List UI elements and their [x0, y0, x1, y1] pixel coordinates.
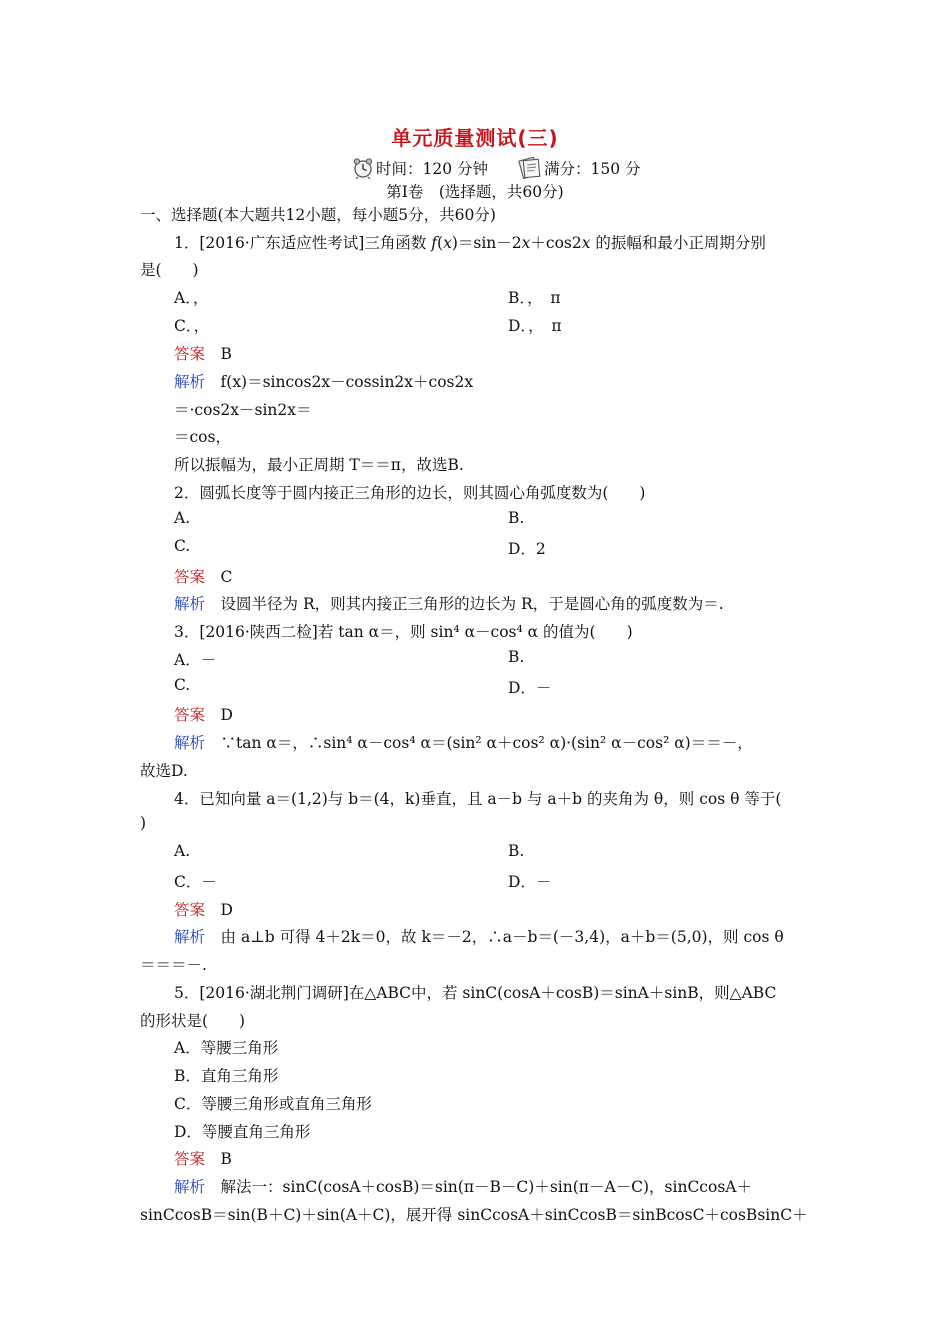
question-5-option-b: B．直角三角形: [174, 1067, 279, 1085]
answer-value: B: [220, 1150, 232, 1168]
question-2-option-b: B.: [508, 509, 525, 527]
answer-value: C: [220, 568, 233, 586]
exam-meta: [0, 157, 950, 181]
question-4-option-d: D．－: [508, 873, 552, 891]
answer-value: D: [220, 706, 233, 724]
score-info: [518, 157, 641, 179]
question-1-stem-cont: 是( ): [140, 261, 199, 279]
question-4-option-a: A.: [174, 842, 191, 860]
question-3-option-d: D．－: [508, 679, 552, 697]
question-1-stem: 1．[2016·广东适应性考试]三角函数 f(x)＝sin－2x＋cos2x 的振幅和最小正周期分别: [174, 234, 766, 252]
question-4-answer: [174, 898, 233, 920]
question-1-option-b: B．， π: [508, 289, 561, 307]
question-2-option-d: D．2: [508, 540, 546, 558]
question-1-solution-line-3: ＝cos，: [174, 428, 231, 446]
page-title: 单元质量测试(三): [391, 126, 559, 150]
answer-label: 答案: [174, 1150, 206, 1168]
exam-paper-icon: [518, 157, 542, 179]
question-4-option-b: B.: [508, 842, 525, 860]
question-1-solution-line-2: ＝·cos2x－sin2x＝: [174, 401, 312, 419]
question-1-analysis: 解析 f(x)＝sincos2x－cossin2x＋cos2x: [174, 373, 474, 391]
analysis-label: 解析: [174, 734, 206, 752]
time-info: [352, 157, 488, 179]
question-1-solution-line-4: 所以振幅为，最小正周期 T＝＝π，故选B.: [174, 456, 464, 474]
part-heading: 一、选择题(本大题共12小题，每小题5分，共60分): [140, 206, 496, 224]
analysis-label: 解析: [174, 1178, 206, 1196]
time-label: 时间：120 分钟: [376, 160, 489, 178]
analysis-label: 解析: [174, 373, 206, 391]
question-1-answer: [174, 342, 232, 364]
question-3-stem: 3．[2016·陕西二检]若 tan α＝，则 sin⁴ α－cos⁴ α 的值为( ): [174, 623, 633, 641]
clock-icon: [352, 157, 374, 179]
answer-label: 答案: [174, 901, 206, 919]
answer-value: B: [220, 345, 232, 363]
question-2-answer: [174, 565, 232, 587]
question-5-solution-line-2: sinCcosB＝sin(B＋C)＋sin(A＋C)，展开得 sinCcosA＋sinCcosB＝sinBcosC＋cosBsinC＋: [140, 1206, 808, 1224]
question-2-option-a: A.: [174, 509, 191, 527]
question-3-answer: [174, 703, 233, 725]
answer-label: 答案: [174, 706, 206, 724]
question-1-option-d: D．， π: [508, 317, 562, 335]
answer-value: D: [220, 901, 233, 919]
question-5-stem: 5．[2016·湖北荆门调研]在△ABC中，若 sinC(cosA＋cosB)＝sinA＋sinB，则△ABC: [174, 984, 777, 1002]
answer-label: 答案: [174, 345, 206, 363]
question-1-option-c: C．，: [174, 317, 210, 335]
question-2-stem: 2．圆弧长度等于圆内接正三角形的边长，则其圆心角弧度数为( ): [174, 484, 646, 502]
question-5-analysis: 解析 解法一：sinC(cosA＋cosB)＝sin(π－B－C)＋sin(π－A－C)，sinCcosA＋: [174, 1178, 752, 1196]
question-2-option-c: C.: [174, 537, 191, 555]
question-5-option-c: C．等腰三角形或直角三角形: [174, 1095, 372, 1113]
question-2-analysis: 解析 设圆半径为 R，则其内接正三角形的边长为 R，于是圆心角的弧度数为＝.: [174, 595, 724, 613]
question-5-option-d: D．等腰直角三角形: [174, 1123, 311, 1141]
question-4-option-c: C．－: [174, 873, 217, 891]
question-3-option-b: B.: [508, 648, 525, 666]
question-5-option-a: A．等腰三角形: [174, 1039, 279, 1057]
question-4-stem: 4．已知向量 a＝(1,2)与 b＝(4，k)垂直，且 a－b 与 a＋b 的夹角为 θ，则 cos θ 等于(: [174, 790, 782, 808]
question-3-option-a: A．－: [174, 651, 217, 669]
question-3-solution-line-2: 故选D.: [140, 762, 188, 780]
question-1-option-a: A．，: [174, 289, 209, 307]
question-3-analysis: 解析 ∵tan α＝，∴sin⁴ α－cos⁴ α＝(sin² α＋cos² α)·(sin² α－cos² α)＝＝－，: [174, 734, 753, 752]
score-label: 满分：150 分: [544, 160, 641, 178]
analysis-label: 解析: [174, 928, 206, 946]
question-4-analysis: 解析 由 a⊥b 可得 4＋2k＝0，故 k＝－2，∴a－b＝(－3,4)，a＋b＝(5,0)，则 cos θ: [174, 928, 784, 946]
answer-label: 答案: [174, 568, 206, 586]
question-4-solution-line-2: ＝＝＝－.: [140, 956, 207, 974]
question-4-stem-cont: ): [140, 814, 147, 832]
question-5-stem-cont: 的形状是( ): [140, 1012, 246, 1030]
analysis-label: 解析: [174, 595, 206, 613]
section-heading: 第Ⅰ卷 (选择题，共60分): [386, 183, 564, 201]
question-5-answer: [174, 1147, 232, 1169]
question-3-option-c: C.: [174, 676, 191, 694]
